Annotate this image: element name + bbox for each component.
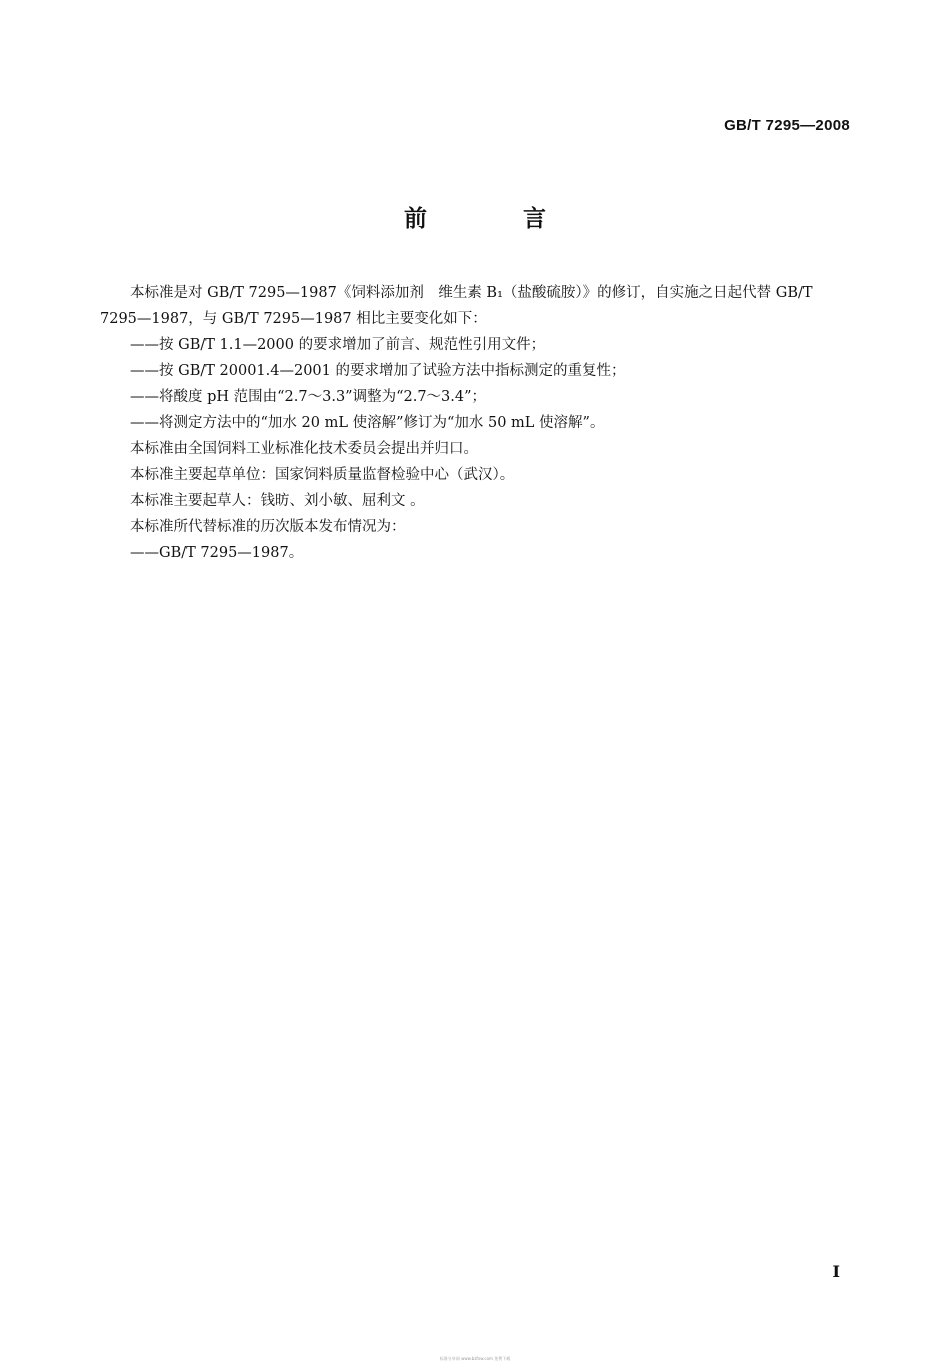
standard-code: GB/T 7295—2008 [724, 117, 850, 134]
page-title: 前 言 [403, 206, 590, 232]
change-item-1: ——按 GB/T 1.1—2000 的要求增加了前言、规范性引用文件； [130, 337, 546, 353]
drafting-unit-paragraph: 本标准主要起草单位：国家饲料质量监督检验中心（武汉）。 [130, 467, 515, 483]
footer-watermark: 标准分享网 www.bzfxw.com 免费下载 [439, 1356, 511, 1361]
change-item-2: ——按 GB/T 20001.4—2001 的要求增加了试验方法中指标测定的重复性； [130, 363, 626, 379]
drafters-paragraph: 本标准主要起草人：钱昉、刘小敏、屈利文 。 [130, 493, 425, 509]
document-body [100, 280, 852, 566]
history-item: ——GB/T 7295—1987。 [130, 545, 304, 561]
change-item-3: ——将酸度 pH 范围由“2.7～3.3”调整为“2.7～3.4”； [130, 389, 487, 405]
change-item-4: ——将测定方法中的“加水 20 mL 使溶解”修订为“加水 50 mL 使溶解”。 [130, 415, 605, 431]
intro-paragraph: 本标准是对 GB/T 7295—1987《饲料添加剂 维生素 B₁（盐酸硫胺）》的修订，自实施之日起代替 GB/T 7295—1987，与 GB/T 7295—1987 相比主要变化如下： [100, 285, 813, 327]
page-number: I [832, 1262, 840, 1281]
history-intro-paragraph: 本标准所代替标准的历次版本发布情况为： [130, 519, 406, 535]
proposer-paragraph: 本标准由全国饲料工业标准化技术委员会提出并归口。 [130, 441, 478, 457]
